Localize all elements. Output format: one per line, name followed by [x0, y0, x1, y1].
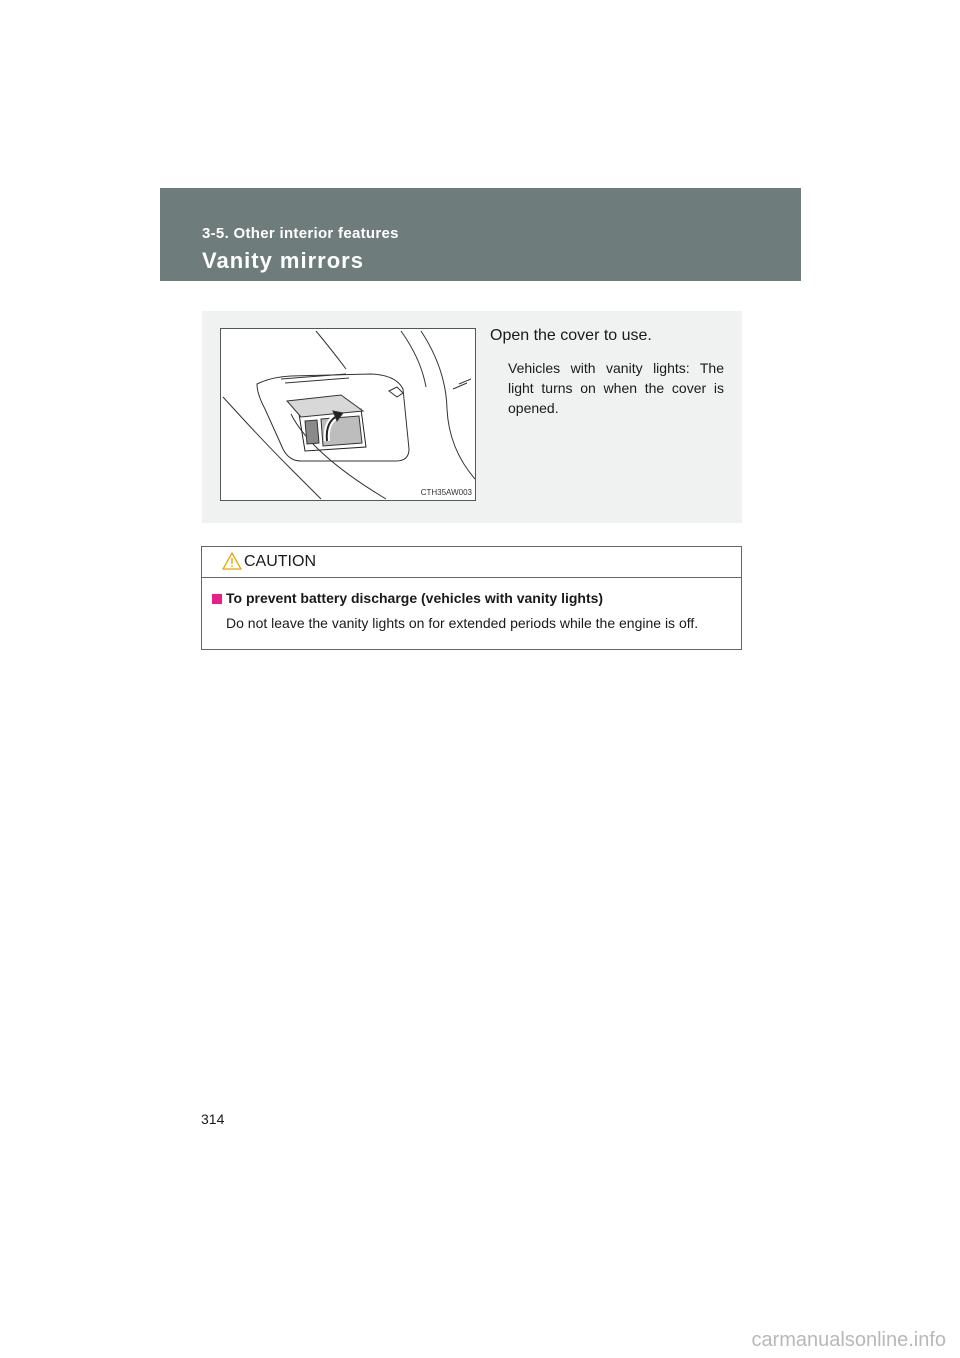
caution-heading: To prevent battery discharge (vehicles with vanity lights) — [226, 590, 604, 606]
caution-header — [202, 547, 741, 578]
vanity-mirror-illustration — [220, 328, 476, 501]
warning-triangle-icon — [222, 552, 242, 570]
page-number: 314 — [201, 1111, 225, 1127]
caution-text: Do not leave the vanity lights on for extended periods while the engine is off. — [226, 615, 699, 631]
section-label: 3-5. Other interior features — [202, 225, 399, 242]
info-panel — [202, 311, 742, 523]
caution-label: CAUTION — [244, 553, 316, 570]
vanity-mirror-drawing — [221, 329, 475, 500]
caution-box — [201, 546, 742, 650]
section-header — [160, 188, 801, 281]
watermark: carmanualsonline.info — [751, 1329, 946, 1351]
instruction-text: Open the cover to use. — [490, 327, 652, 344]
bullet-square-icon — [212, 594, 222, 604]
illustration-code: CTH35AW003 — [420, 488, 472, 497]
vanity-lights-note: Vehicles with vanity lights: The light turns on when the cover is opened. — [508, 360, 724, 416]
page-title: Vanity mirrors — [202, 248, 364, 273]
